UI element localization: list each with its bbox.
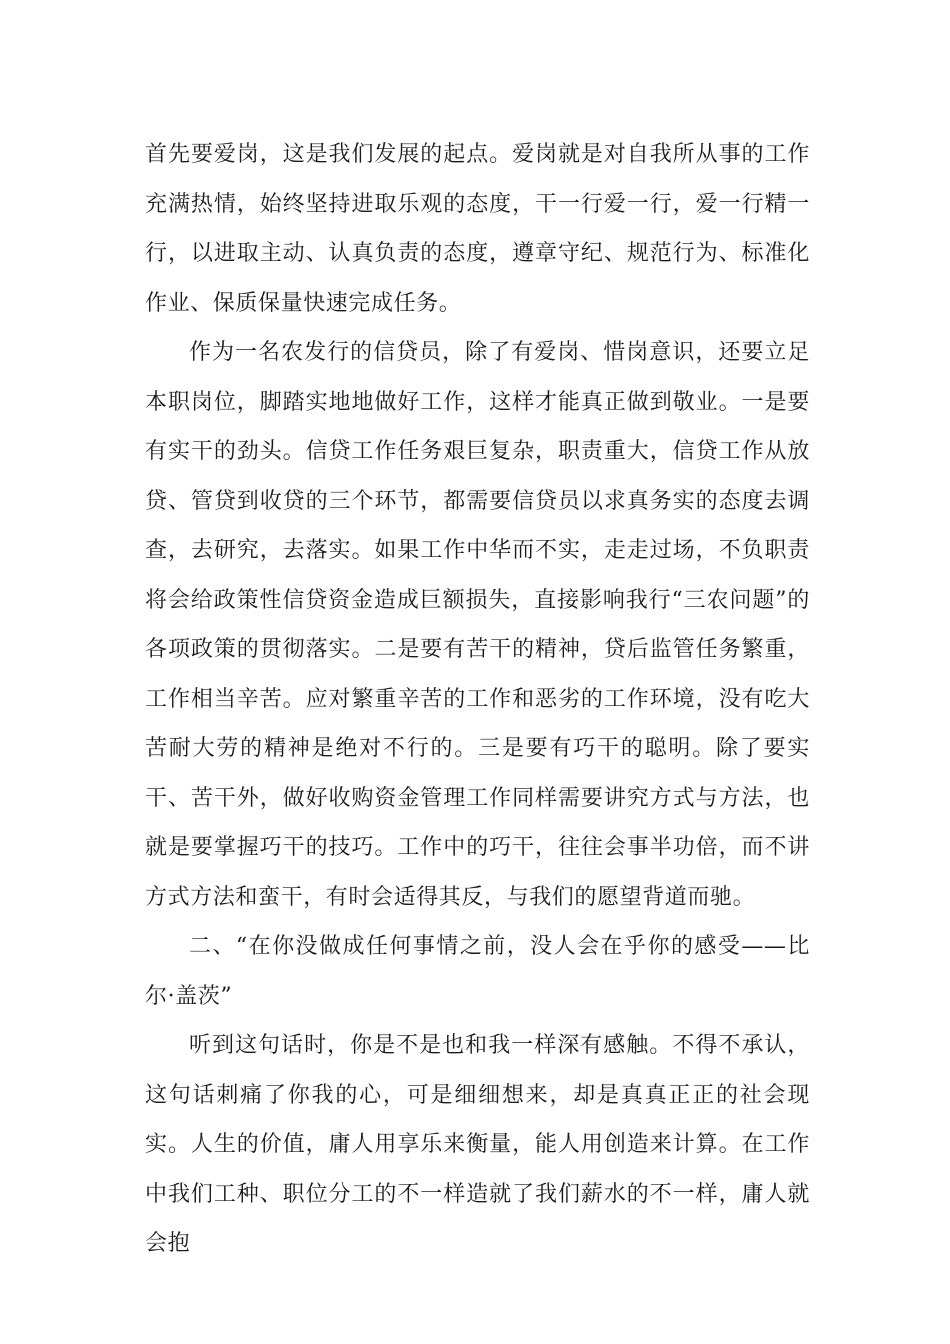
section-heading-2: 二、“在你没做成任何事情之前，没人会在乎你的感受——比尔·盖茨”	[145, 934, 810, 1009]
document-body	[145, 130, 810, 1269]
paragraph-2: 作为一名农发行的信贷员，除了有爱岗、惜岗意识，还要立足本职岗位，脚踏实地地做好工作，这样才能真正做到敬业。一是要有实干的劲头。信贷工作任务艰巨复杂，职责重大，信贷工作从放贷、管贷到收贷的三个环节，都需要信贷员以求真务实的态度去调查，去研究，去落实。如果工作中华而不实，走走过场，不负职责将会给政策性信贷资金造成巨额损失，直接影响我行“三农问题”的各项政策的贯彻落实。二是要有苦干的精神，贷后监管任务繁重，工作相当辛苦。应对繁重辛苦的工作和恶劣的工作环境，没有吃大苦耐大劳的精神是绝对不行的。三是要有巧干的聪明。除了要实干、苦干外，做好收购资金管理工作同样需要讲究方式与方法，也就是要掌握巧干的技巧。工作中的巧干，往往会事半功倍，而不讲方式方法和蛮干，有时会适得其反，与我们的愿望背道而驰。	[145, 340, 810, 910]
paragraph-3: 听到这句话时，你是不是也和我一样深有感触。不得不承认，这句话刺痛了你我的心，可是细细想来，却是真真正正的社会现实。人生的价值，庸人用享乐来衡量，能人用创造来计算。在工作中我们工种、职位分工的不一样造就了我们薪水的不一样，庸人就会抱	[145, 1033, 810, 1256]
paragraph-1: 首先要爱岗，这是我们发展的起点。爱岗就是对自我所从事的工作充满热情，始终坚持进取乐观的态度，干一行爱一行，爱一行精一行，以进取主动、认真负责的态度，遵章守纪、规范行为、标准化作业、保质保量快速完成任务。	[145, 142, 810, 316]
